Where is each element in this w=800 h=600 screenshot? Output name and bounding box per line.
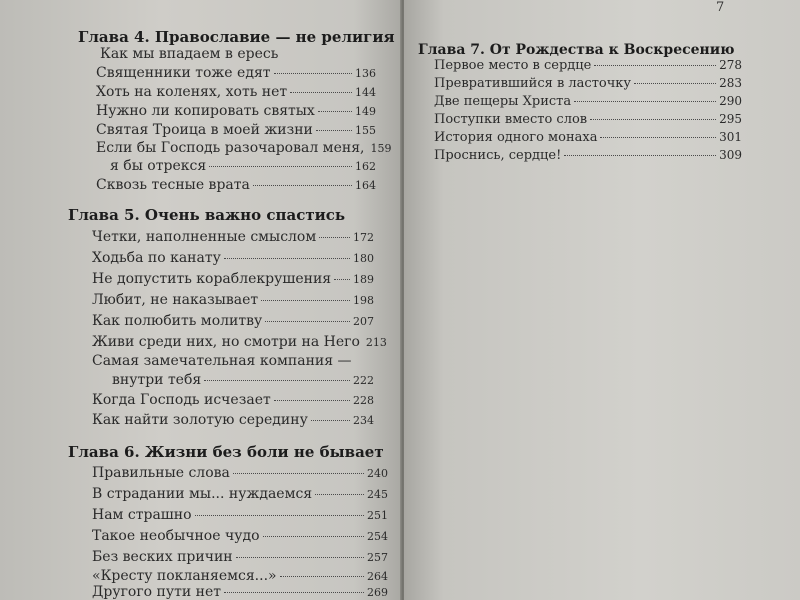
toc-entry-title: Самая замечательная компания — [92, 353, 352, 369]
toc-page-number: 144 [355, 86, 376, 99]
toc-page-number: 164 [355, 179, 376, 192]
toc-entry [434, 76, 742, 91]
leader-dots [280, 576, 364, 577]
toc-entry [92, 507, 388, 523]
leader-dots [634, 83, 716, 84]
toc-entry-title: Как найти золотую середину [92, 412, 308, 428]
toc-entry-title: В страдании мы... нуждаемся [92, 486, 313, 502]
toc-entry-title: Проснись, сердце! [434, 148, 562, 163]
toc-page-number: 245 [367, 488, 388, 501]
toc-page-number: 251 [367, 509, 388, 522]
toc-entry [434, 58, 742, 73]
toc-entry [92, 334, 387, 350]
toc-page-number: 159 [370, 142, 392, 155]
toc-page-number: 149 [355, 105, 376, 118]
page-number: 7 [716, 0, 725, 15]
toc-entry-title: Сквозь тесные врата [96, 177, 250, 193]
toc-entry [92, 568, 388, 584]
chapter-title: Глава 5. Очень важно спастись [68, 206, 346, 224]
toc-page-number: 290 [719, 94, 742, 108]
leader-dots [209, 166, 352, 167]
toc-entry-title: Без веских причин [92, 549, 233, 565]
toc-entry-title: Любит, не наказывает [92, 292, 259, 308]
toc-page-number: 278 [719, 58, 742, 72]
toc-entry-title: Нужно ли копировать святых [96, 103, 315, 119]
leader-dots [261, 300, 350, 301]
leader-dots [600, 137, 716, 138]
toc-page-number: 269 [367, 586, 388, 599]
toc-page-number: 189 [353, 273, 374, 286]
toc-page-number: 136 [355, 67, 376, 80]
leader-dots [265, 321, 350, 322]
toc-entry-title: Такое необычное чудо [92, 528, 260, 544]
toc-page-number: 309 [719, 148, 742, 162]
toc-entry [92, 465, 388, 481]
toc-entry [112, 372, 374, 388]
leader-dots [233, 473, 364, 474]
toc-entry-title: История одного монаха [434, 130, 598, 145]
toc-page-number: 301 [719, 130, 742, 144]
leader-dots [574, 101, 716, 102]
toc-entry [434, 148, 742, 163]
toc-entry-title: Правильные слова [92, 465, 230, 481]
toc-page-number: 234 [353, 414, 374, 427]
leader-dots [290, 92, 352, 93]
toc-page-number: 295 [719, 112, 742, 126]
toc-entry-title: Живи среди них, но смотри на Него [92, 334, 360, 350]
toc-page-number: 222 [353, 374, 374, 387]
toc-entry-title: я бы отрекся [110, 158, 207, 174]
toc-entry [92, 250, 374, 266]
chapter-title: Глава 6. Жизни без боли не бывает [68, 443, 384, 461]
leader-dots [224, 258, 350, 259]
toc-entry [110, 158, 376, 174]
toc-entry [96, 177, 376, 193]
toc-page-number: 264 [367, 570, 388, 583]
toc-entry-title: Другого пути нет [92, 584, 222, 600]
toc-entry-title: Если бы Господь разочаровал меня, [96, 140, 365, 156]
toc-entry-title: внутри тебя [112, 372, 202, 388]
toc-entry-title: Поступки вместо слов [434, 112, 588, 127]
toc-entry-title: Четки, наполненные смыслом [92, 229, 317, 245]
toc-entry [92, 229, 374, 245]
leader-dots [315, 494, 364, 495]
leader-dots [204, 380, 350, 381]
chapter-title: Глава 4. Православие — не религия [78, 28, 395, 46]
toc-entry [92, 584, 388, 600]
right-page [404, 0, 800, 600]
toc-entry [434, 94, 742, 109]
toc-entry [92, 412, 374, 428]
leader-dots [334, 279, 350, 280]
toc-entry [92, 528, 388, 544]
toc-entry-title: Как полюбить молитву [92, 313, 263, 329]
toc-entry-title: Святая Троица в моей жизни [96, 122, 313, 138]
leader-dots [311, 420, 350, 421]
toc-page-number: 257 [367, 551, 388, 564]
toc-entry [92, 392, 374, 408]
toc-entry [96, 65, 376, 81]
toc-entry [92, 313, 374, 329]
toc-entry [434, 112, 742, 127]
leader-dots [224, 592, 364, 593]
leader-dots [274, 73, 352, 74]
leader-dots [590, 119, 716, 120]
toc-page-number: 283 [719, 76, 742, 90]
toc-entry-title: Первое место в сердце [434, 58, 592, 73]
toc-entry-title: Хоть на коленях, хоть нет [96, 84, 288, 100]
toc-entry [434, 130, 742, 145]
toc-page-number: 254 [367, 530, 388, 543]
leader-dots [263, 536, 364, 537]
toc-entry [96, 103, 376, 119]
toc-entry [96, 84, 376, 100]
leader-dots [236, 557, 364, 558]
leader-dots [253, 185, 352, 186]
toc-entry [92, 549, 388, 565]
toc-entry-title: Не допустить кораблекрушения [92, 271, 332, 287]
leader-dots [316, 130, 352, 131]
leader-dots [318, 111, 352, 112]
toc-entry-title: Ходьба по канату [92, 250, 221, 266]
leader-dots [319, 237, 350, 238]
toc-entry-title: Превратившийся в ласточку [434, 76, 632, 91]
toc-page-number: 172 [353, 231, 374, 244]
toc-entry-title: Как мы впадаем в ересь [100, 46, 279, 62]
toc-entry-title: «Кресту покланяемся...» [92, 568, 277, 584]
leader-dots [564, 155, 716, 156]
toc-page-number: 213 [365, 336, 387, 349]
leader-dots [195, 515, 364, 516]
toc-entry [92, 292, 374, 308]
toc-page-number: 207 [353, 315, 374, 328]
toc-entry [92, 271, 374, 287]
toc-entry [92, 486, 388, 502]
toc-page-number: 180 [353, 252, 374, 265]
toc-entry [96, 140, 392, 156]
toc-page-number: 228 [353, 394, 374, 407]
toc-entry-title: Священники тоже едят [96, 65, 271, 81]
toc-entry-title: Когда Господь исчезает [92, 392, 271, 408]
toc-page-number: 198 [353, 294, 374, 307]
leader-dots [274, 400, 350, 401]
toc-page-number: 155 [355, 124, 376, 137]
leader-dots [594, 65, 716, 66]
toc-page-number: 162 [355, 160, 376, 173]
chapter-title: Глава 7. От Рождества к Воскресению [418, 42, 735, 58]
toc-entry-title: Нам страшно [92, 507, 192, 523]
toc-entry [96, 122, 376, 138]
toc-page-number: 240 [367, 467, 388, 480]
toc-entry-title: Две пещеры Христа [434, 94, 572, 109]
